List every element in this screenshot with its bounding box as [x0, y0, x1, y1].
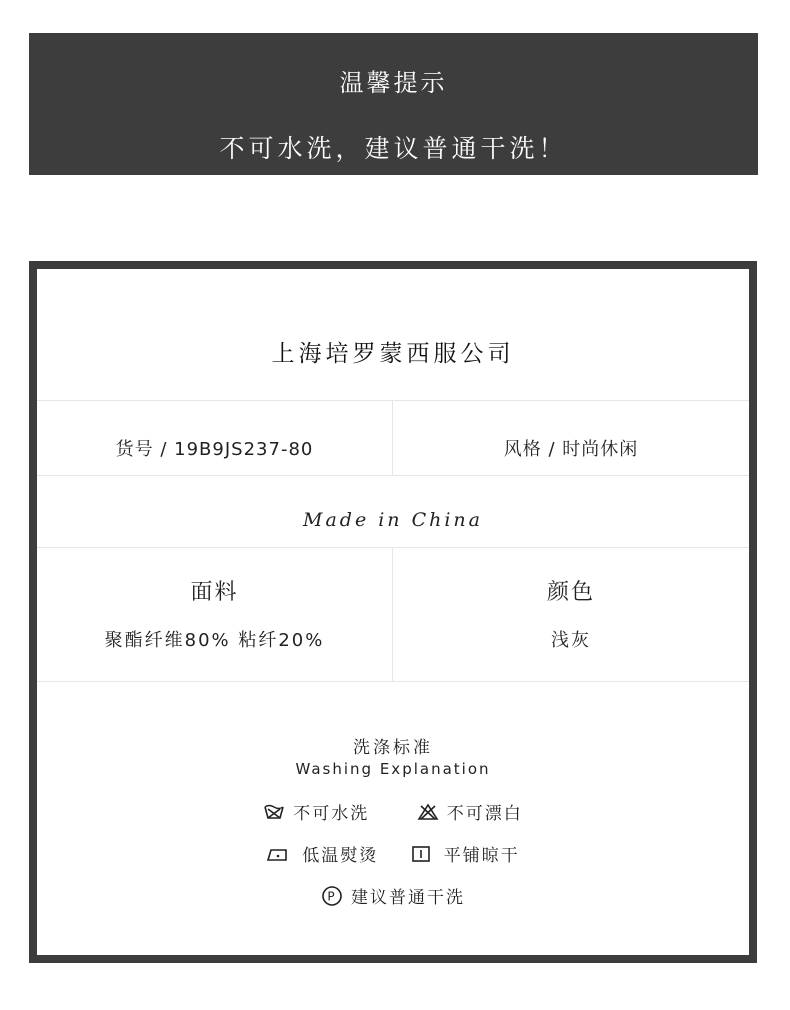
no-bleach-icon	[417, 803, 439, 821]
care-label: 不可漂白	[446, 804, 523, 824]
color-block	[393, 575, 749, 652]
no-wash-icon	[263, 803, 285, 821]
fabric-title: 面料	[190, 580, 239, 605]
divider	[37, 681, 749, 682]
color-value: 浅灰	[551, 630, 591, 651]
company-name: 上海培罗蒙西服公司	[271, 341, 515, 367]
washing-title: 洗涤标准	[353, 738, 433, 758]
style-info: 风格 / 时尚休闲	[503, 439, 639, 460]
care-instruction	[417, 799, 523, 824]
divider	[37, 400, 749, 401]
fabric-block	[37, 575, 392, 652]
care-row	[37, 841, 749, 868]
care-label: 建议普通干洗	[351, 888, 465, 908]
notice-banner	[29, 33, 758, 175]
notice-title: 温馨提示	[339, 69, 448, 97]
washing-subtitle: Washing Explanation	[295, 760, 491, 778]
care-row	[37, 799, 749, 826]
care-label: 平铺晾干	[443, 846, 520, 866]
low-iron-icon	[266, 845, 288, 863]
item-number: 货号 / 19B9JS237-80	[115, 439, 314, 460]
fabric-value: 聚酯纤维80% 粘纤20%	[104, 630, 325, 651]
dry-clean-icon	[321, 887, 343, 905]
care-instruction	[266, 841, 378, 866]
svg-text:P: P	[327, 889, 337, 903]
flat-dry-icon	[410, 845, 432, 863]
divider	[37, 475, 749, 476]
notice-message: 不可水洗，建议普通干洗！	[219, 134, 568, 163]
care-instruction	[321, 883, 465, 908]
garment-label-card	[29, 261, 757, 963]
color-title: 颜色	[546, 580, 595, 605]
care-instruction	[410, 841, 520, 866]
care-instruction	[263, 799, 369, 824]
made-in-signature: Made in China	[303, 509, 483, 531]
divider	[37, 547, 749, 548]
care-label: 不可水洗	[293, 804, 370, 824]
care-label: 低温熨烫	[302, 846, 379, 866]
care-row	[37, 883, 749, 910]
